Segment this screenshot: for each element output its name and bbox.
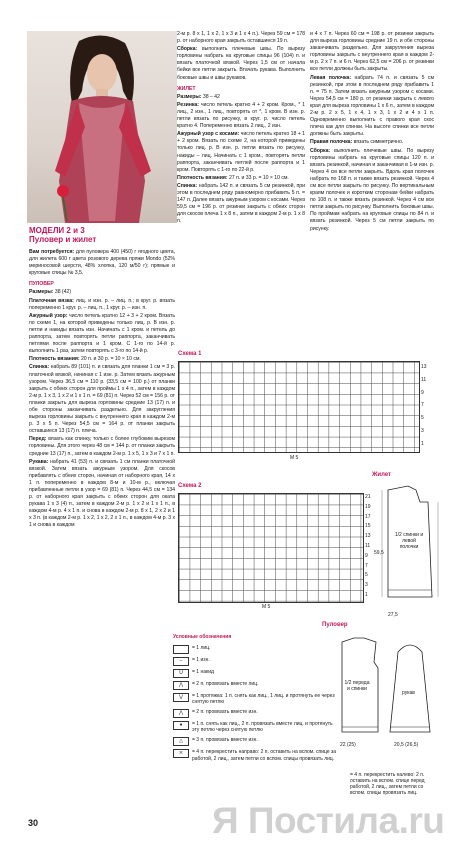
legend-item bbox=[173, 645, 341, 654]
model-photo-illustration bbox=[27, 31, 177, 223]
row-number: 17 bbox=[365, 513, 371, 520]
row-number: 3 bbox=[365, 582, 368, 589]
schema-2-title: Схема 2 bbox=[178, 483, 202, 489]
legend-text: = 1 изн. bbox=[192, 656, 210, 663]
sleeve-continued: 2-м р. 8 х 1, 1 х 2, 1 х 3 и 1 х 4 п.). Через 59 см = 178 р. от наборного края закрыть оставшиеся 19 п. bbox=[177, 31, 305, 45]
legend-item bbox=[173, 657, 341, 666]
row-number: 15 bbox=[365, 523, 371, 530]
schema-2-repeat-label: М 5 bbox=[262, 604, 271, 610]
legend-cross-left: = 4 п. перекрестить налево: 2 п. оставить на вспом. спице перед работой, 2 лиц., затем петли со вспом. спицы провязать лиц. bbox=[350, 772, 425, 796]
vest-sizes-text: 38 – 42 bbox=[202, 93, 220, 100]
pullover-sleeve-label: рукав bbox=[402, 690, 415, 696]
schema-1-grid bbox=[178, 361, 420, 453]
lace-label: Ажурный узор: bbox=[29, 312, 68, 319]
sizes-label: Размеры: bbox=[29, 289, 54, 296]
pullover-diagram-title: Пуловер bbox=[322, 622, 348, 628]
model-subtitle: Пуловер и жилет bbox=[29, 235, 97, 244]
vest-assembly-text: выполнить плечевые швы. По вырезу горловины набрать на круговые спицы 120 п. и вязать резинкой, начиная и заканчивая в 1-м изн. р. Через 4 см все петли закрыть. Вдоль края полочек набрать по 168 п. и также вязать резинкой. Через 4 см все петли закрыть по рисунку. По вертикальным краям полочек и коротким сторонам бейки набрать по 108 п. и также вязать резинкой. Через 4 см все петли закрыть по рисунку. Выполнить боковые швы. По проймам набрать на круговые спицы по 84 п. и вязать резинкой. Через 5 см петли закрыть по рисунку. bbox=[310, 147, 434, 232]
materials-label: Вам потребуется: bbox=[29, 249, 75, 255]
front-label: Перед: bbox=[29, 436, 47, 443]
vest-back-continued: и 4 х 7 п. Через 60 см = 198 р. от резинки закрыть для выреза горловины средние 19 п. и обе стороны заканчивать раздельно. Для закругления выреза горловины закрыть с внутреннего края в каждом 2-м р. 2 х 7 п. и 6 п. Через 62,5 см = 206 р. от резинки все петли должны быть закрыты. bbox=[310, 31, 434, 73]
assembly-label: Сборка: bbox=[177, 46, 198, 53]
legend-text: = 1 протяжка: 1 п. снять как лиц., 1 лиц. и протянуть ее через снятую петлю bbox=[192, 692, 335, 706]
legend-symbol-icon: ⋀ bbox=[173, 681, 189, 690]
model-title bbox=[29, 226, 96, 244]
left-front-label: Левая полочка: bbox=[310, 74, 352, 81]
right-front-text: вязать симметрично. bbox=[353, 139, 404, 146]
row-number: 7 bbox=[421, 402, 424, 409]
row-number: 9 bbox=[421, 389, 424, 396]
vest-diagram-width-label: 27,5 bbox=[388, 612, 398, 618]
watermark: Я Постила.ru bbox=[212, 800, 445, 841]
row-number: 11 bbox=[421, 376, 427, 383]
row-number: 5 bbox=[365, 572, 368, 579]
column-2 bbox=[177, 31, 305, 226]
cable-label: Ажурный узор с косами: bbox=[177, 131, 240, 138]
legend-item bbox=[173, 709, 341, 718]
legend-symbol-icon: – bbox=[173, 657, 189, 666]
vest-assembly-label: Сборка: bbox=[310, 147, 331, 154]
pullover-heading: ПУЛОВЕР bbox=[29, 281, 54, 288]
legend-text: = 2 п. провязать вместе лиц. bbox=[192, 680, 259, 687]
row-number: 9 bbox=[365, 552, 368, 559]
legend-items bbox=[173, 645, 341, 763]
right-front-label: Правая полочка: bbox=[310, 139, 353, 146]
back-text: набрать 89 (101) п. и связать для планки 1 см = 3 р. платочной вязкой, начиная с 1 изн. р. Затем вязать ажурным узором. Через 36,5 см = 110 р. (33,5 см = 100 р.) от планки закрыть с обеих сторон для проймы 1 х 4 п., затем в каждом 2-м р. 1 х 3, 1 х 2 и 1 х 1 п. = 69 (81) п. Через 52 см = 156 р. от планки закрыть для выреза горловины средние 13 (17) п. и обе стороны заканчивать раздельно. Для закругления выреза горловины закрыть с внутреннего края в каждом 2-м р. 3 х 5 п. Через 54,5 см = 164 р. от планки закрыть оставшиеся 13 (17) п. плеча. bbox=[29, 364, 175, 435]
row-number: 7 bbox=[365, 562, 368, 569]
rib-text: число петель кратно 4 + 2 кром. Кром., * 1 лиц., 2 изн., 1 лиц., повторять от *, 1 кром. В изн. р. петли вязать по рисунку, в круг. р. число петель кратно 4. Попеременно вязать 2 лиц., 2 изн. bbox=[177, 101, 305, 130]
plain-text: лиц. и изн. р. – лиц. п.; в круг. р. вязать попеременно 1 круг. р. – лиц. п., 1 круг. р. – изн. п. bbox=[29, 297, 175, 311]
vest-sizes-label: Размеры: bbox=[177, 93, 202, 100]
legend bbox=[173, 634, 341, 765]
front-text: вязать как спинку, только с более глубоким вырезом горловины. Для этого через 48 см = 144 р. от планки закрыть средние 13 (17) п., затем в каждом 2-м р. 1 х 5, 1 х 3 и 7 х 1 п. bbox=[29, 436, 175, 457]
plain-label: Платочная вязка: bbox=[29, 297, 74, 304]
sleeve-width-label: 20,5 (26,5) bbox=[394, 742, 419, 748]
row-number: 11 bbox=[365, 542, 371, 549]
legend-item bbox=[173, 669, 341, 678]
pullover-width-label: 22 (25) bbox=[340, 742, 356, 748]
model-number: МОДЕЛИ 2 и 3 bbox=[29, 226, 85, 235]
vest-diagram-height-label: 59,5 bbox=[374, 550, 384, 556]
sleeve-label: Рукава: bbox=[29, 458, 49, 465]
materials-text: для пуловера 400 (450) г ягодного цвета, для жилета 600 г цвета розового дерева пряжи Mondo (52% мериносовой шерсти, 48% хлопка, 120 м/50 г); прямые и круговые спицы № 3,5. bbox=[29, 249, 175, 277]
vest-back-text: набрать 142 п. и связать 5 см резинкой, при этом в последнем ряду равномерно прибавить 5 п. = 147 п. Далее вязать ажурным узором с косами. Через 59,5 см = 196 р. от резинки закрыть с обеих сторон для скосов плеча 1 х 8 п., затем в каждом 2-м р. 1 х 8 п. bbox=[177, 182, 305, 225]
sizes-text: 38 (42) bbox=[54, 289, 71, 296]
vest-density-label: Плотность вязания: bbox=[177, 174, 228, 181]
legend-title: Условные обозначения bbox=[173, 634, 232, 640]
row-number: 13 bbox=[421, 364, 427, 370]
legend-item bbox=[173, 721, 341, 734]
legend-text: = 1 п. снять как лиц., 2 п. провязать вместе лиц. и протянуть эту петлю через снятую петлю bbox=[192, 720, 333, 734]
row-number: 5 bbox=[421, 415, 424, 422]
page-number: 30 bbox=[28, 818, 39, 828]
assembly-text: выполнить плечевые швы. По вырезу горловины набрать на круговые спицы 96 (104) п. и вязать платочной вязкой. Через 1,5 см от начала бейки все петли закрыть. Втачать рукава. Выполнить боковые швы и швы рукавов. bbox=[177, 46, 305, 81]
schema-2-grid bbox=[178, 493, 364, 603]
legend-item bbox=[173, 737, 341, 746]
column-1 bbox=[29, 249, 175, 531]
legend-symbol-icon: ⋁ bbox=[173, 693, 189, 702]
vest-diagram-title: Жилет bbox=[372, 472, 392, 478]
row-number: 1 bbox=[421, 440, 424, 447]
row-number: 13 bbox=[365, 533, 371, 540]
back-label: Спинка: bbox=[29, 364, 50, 371]
vest-density-text: 27 п. и 33 р. = 10 × 10 см. bbox=[228, 174, 289, 181]
rib-label: Резинка: bbox=[177, 101, 199, 108]
cable-text: число петель кратно 18 + 1 + 2 кром. Вязать по схеме 2, на которой приведены только лиц. р. В изн. р. петли вязать по рисунку, накиды – лиц. Начинать с 1 кром., повторять петли раппорта, заканчивать петлей после раппорта и 1 кром. Повторять с 1-го по 22-й р. bbox=[177, 131, 305, 173]
schema-1-title: Схема 1 bbox=[178, 351, 202, 357]
vest-heading: ЖИЛЕТ bbox=[177, 85, 196, 92]
sleeve-text: набрать 41 (53) п. и связать 1 см планки платочной вязкой. Затем вязать ажурным узором. Для скосов прибавлять с обеих сторон, начиная от наборного края, 14 х 1 п. попеременно в каждом 8-м и 10-м р., включая прибавленные петли в узор = 69 (81) п. Через 44,5 см = 134 р. от наборного края закрыть с обеих сторон для оката рукава 1 х 3 (4) п., затем в каждом 2-м р. 1 х 2 и 1 х 1 п., в каждом 4-м р. 4 х 1 п. и снова в каждом 2-м р. 8 х 1, 2 х 2 и 1 х 3 п. (в каждом 2-м р. 1 х 2, 1 х 2, 2 х 1 п., в каждом 4-м р. 3 х 1 и снова в каждом bbox=[29, 458, 175, 529]
column-3 bbox=[310, 31, 434, 234]
legend-symbol-icon: △ bbox=[173, 737, 189, 746]
legend-symbol-icon: ⋀ bbox=[173, 709, 189, 718]
legend-symbol-icon: ≍ bbox=[173, 749, 189, 758]
vest-diagram-piece-label: 1/2 спинки и левой полочки bbox=[394, 532, 424, 550]
pullover-body-label: 1/2 переда и спинки bbox=[344, 680, 370, 692]
density-label: Плотность вязания: bbox=[29, 356, 80, 363]
lace-text: число петель кратно 12 + 3 + 2 кром. Вязать по схеме 1, на которой приведены только лиц. р. В изн. р. петли и накиды вязать изн. Начинать с 1 кром. и петель до раппорта, затем повторять петли раппорта, заканчивать петлями после раппорта и 1 кром. С 1-го по 14-й р. выполнить 1 раз, затем повторять с 3-го по 14-й р. bbox=[29, 312, 175, 355]
row-number: 21 bbox=[365, 494, 371, 500]
legend-item bbox=[173, 693, 341, 706]
legend-text: = 3 п. провязать вместе изн. bbox=[192, 736, 258, 743]
legend-symbol-icon: U bbox=[173, 669, 189, 678]
density-text: 20 п. и 30 р. = 10 × 10 см. bbox=[80, 356, 141, 363]
legend-text: = 4 п. перекрестить направо: 2 п. оставить на вспом. спице за работой, 2 лиц., затем петли со вспом. спицы провязать лиц. bbox=[192, 748, 337, 762]
row-number: 3 bbox=[421, 427, 424, 434]
schema-1-row-numbers bbox=[421, 361, 433, 451]
legend-symbol-icon bbox=[173, 645, 189, 654]
legend-item bbox=[173, 681, 341, 690]
photo bbox=[27, 31, 177, 223]
legend-text: = 1 лиц. bbox=[192, 644, 211, 651]
legend-text: = 1 накид bbox=[192, 668, 214, 675]
row-number: 1 bbox=[365, 591, 368, 598]
legend-item bbox=[173, 749, 341, 762]
left-front-text: набрать 74 п. и связать 5 см резинкой, при этом в последнем ряду прибавить 1 п. = 75 п. Затем вязать ажурным узором с косами. Через 54,5 см = 180 р. от резинки закрыть с левого края для выреза горловины 1 х 6 п., затем в каждом 2-м р. 2 х 5, 1 х 4, 1 х 3, 1 х 2 и 4 х 1 п. Одновременно выполнить с правого края скос плеча как для спинки. На высоте спинки все петли должны быть закрыты. bbox=[310, 74, 434, 138]
vest-back-label: Спинка: bbox=[177, 182, 198, 189]
row-number: 19 bbox=[365, 503, 371, 510]
legend-text: = 2 п. провязать вместе изн. bbox=[192, 708, 258, 715]
schema-1-repeat-label: М 5 bbox=[290, 455, 299, 461]
legend-symbol-icon: ♦ bbox=[173, 721, 189, 730]
